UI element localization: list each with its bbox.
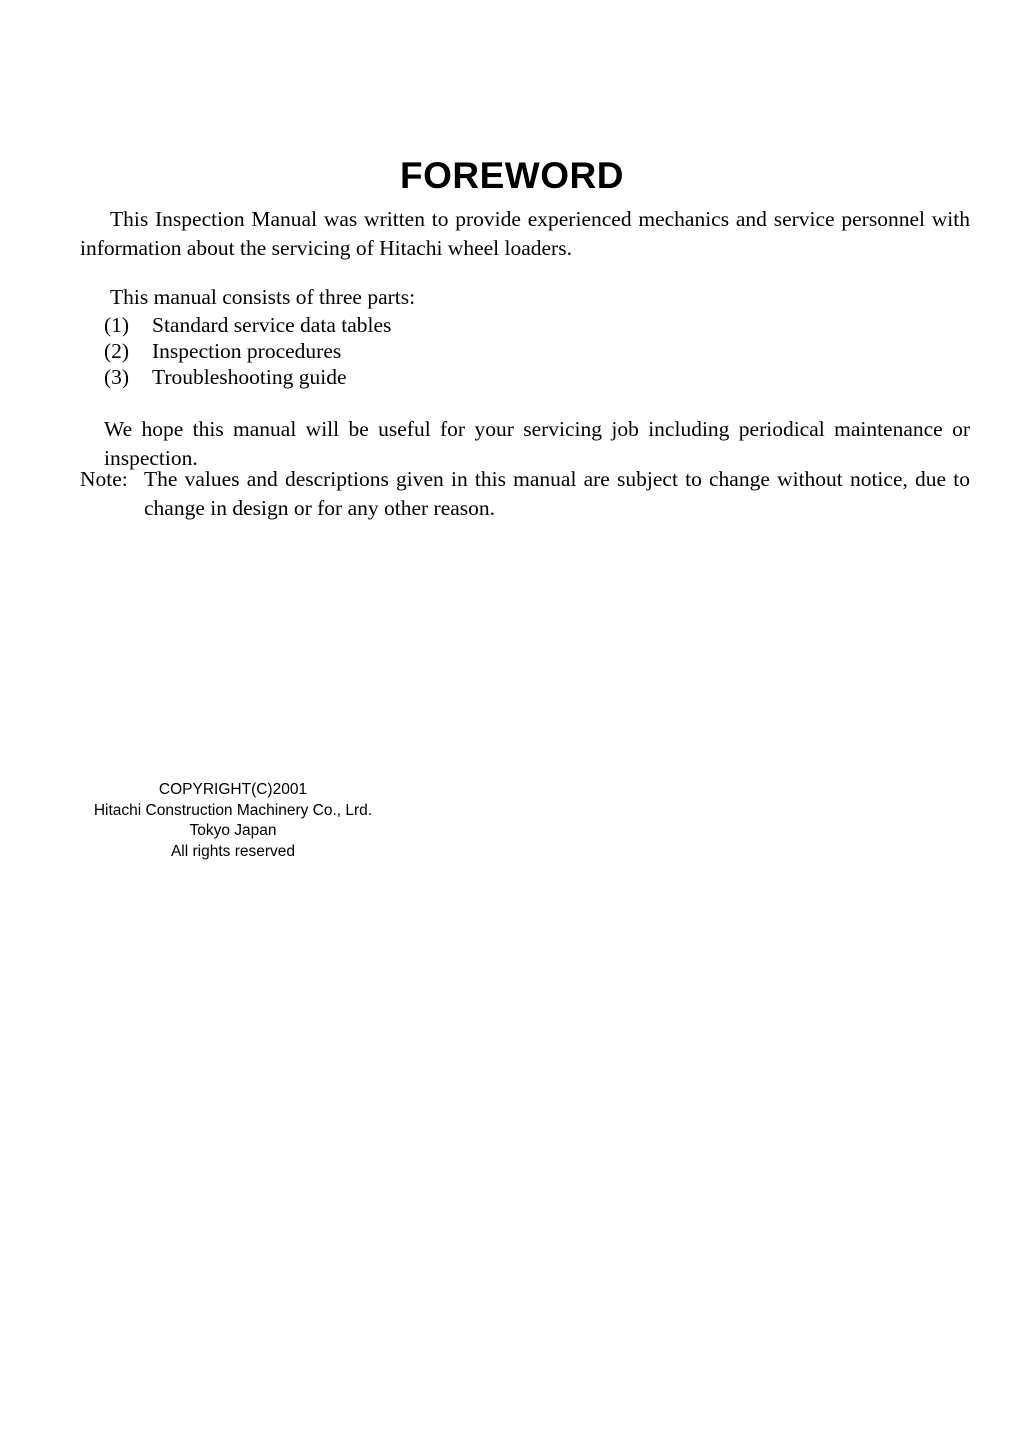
intro-paragraph-block bbox=[80, 205, 970, 263]
parts-lead-block bbox=[80, 283, 970, 312]
copyright-line-1: COPYRIGHT(C)2001 bbox=[158, 781, 308, 798]
note-text: The values and descriptions given in this manual are subject to change without notice, due to change in design or for any other reason. bbox=[144, 467, 970, 520]
copyright-block bbox=[88, 780, 378, 862]
note-label: Note: bbox=[80, 467, 128, 491]
list-item-number: (2) bbox=[104, 339, 130, 363]
copyright-line-2: Hitachi Construction Machinery Co., Lrd. bbox=[93, 801, 373, 819]
note-block bbox=[80, 465, 970, 523]
list-item bbox=[104, 338, 804, 364]
list-item bbox=[104, 364, 804, 390]
intro-paragraph: This Inspection Manual was written to provide experienced mechanics and service personnel with information about the servicing of Hitachi wheel loaders. bbox=[80, 207, 970, 260]
list-item-number: (1) bbox=[104, 313, 130, 337]
list-item-number: (3) bbox=[104, 365, 130, 389]
copyright-line-4: All rights reserved bbox=[170, 842, 296, 860]
list-item-label: Inspection procedures bbox=[152, 339, 342, 363]
list-item bbox=[104, 312, 804, 338]
list-item-label: Troubleshooting guide bbox=[152, 365, 347, 389]
closing-paragraph: We hope this manual will be useful for your servicing job including periodical maintenance or inspection. bbox=[104, 417, 970, 470]
parts-list bbox=[104, 312, 804, 390]
parts-lead-paragraph: This manual consists of three parts: bbox=[110, 285, 416, 309]
list-item-label: Standard service data tables bbox=[152, 313, 392, 337]
page-title: FOREWORD bbox=[400, 154, 624, 196]
copyright-line-3: Tokyo Japan bbox=[189, 822, 277, 839]
